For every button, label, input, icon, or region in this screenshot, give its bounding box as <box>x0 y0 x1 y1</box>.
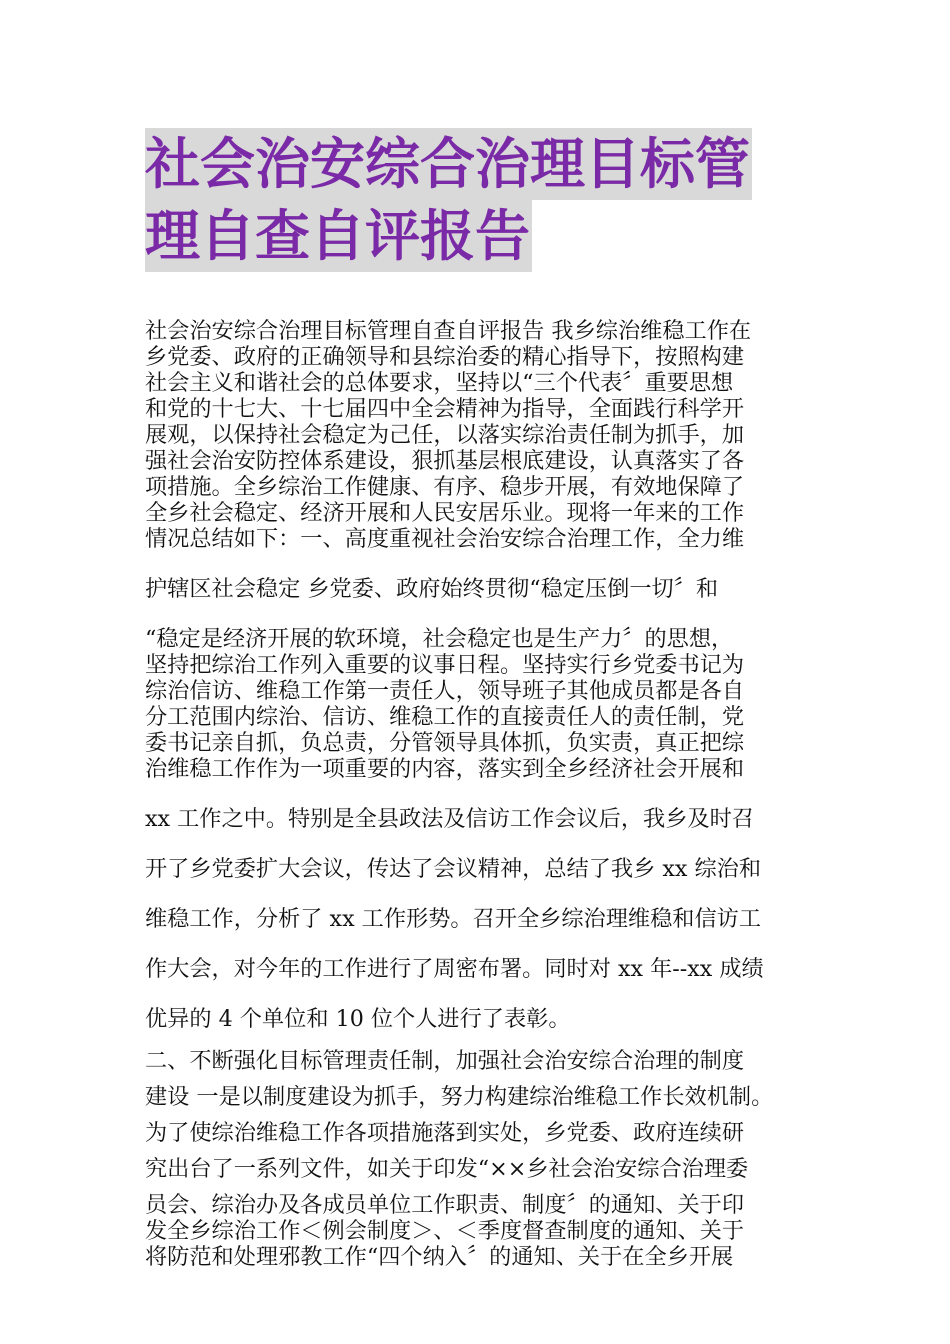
body-line: 委书记亲自抓，负总责，分管领导具体抓，负实责，真正把综 <box>145 730 745 756</box>
body-line: 优异的 4 个单位和 10 位个人进行了表彰。 <box>145 1006 571 1032</box>
body-line: 二、不断强化目标管理责任制，加强社会治安综合治理的制度 <box>145 1048 745 1074</box>
body-line: 维稳工作，分析了 xx 工作形势。召开全乡综治理维稳和信访工 <box>145 906 762 932</box>
body-line: 强社会治安防控体系建设，狠抓基层根底建设，认真落实了各 <box>145 448 745 474</box>
body-line: 全乡社会稳定、经济开展和人民安居乐业。现将一年来的工作 <box>145 500 745 526</box>
body-line: 发全乡综治工作＜例会制度＞、＜季度督查制度的通知、关于 <box>145 1218 745 1244</box>
document-title <box>145 128 825 272</box>
body-line: 项措施。全乡综治工作健康、有序、稳步开展，有效地保障了 <box>145 474 745 500</box>
body-line: 社会治安综合治理目标管理自查自评报告 我乡综治维稳工作在 <box>145 318 752 344</box>
body-line: 情况总结如下：一、高度重视社会治安综合治理工作，全力维 <box>145 526 745 552</box>
body-line: 将防范和处理邪教工作“四个纳入〞的通知、关于在全乡开展 <box>145 1244 734 1270</box>
body-line: 和党的十七大、十七届四中全会精神为指导，全面践行科学开 <box>145 396 745 422</box>
body-line: 综治信访、维稳工作第一责任人，领导班子其他成员都是各自 <box>145 678 745 704</box>
body-line: 为了使综治维稳工作各项措施落到实处，乡党委、政府连续研 <box>145 1120 745 1146</box>
title-line-1: 社会治安综合治理目标管 <box>145 128 752 200</box>
body-line: 坚持把综治工作列入重要的议事日程。坚持实行乡党委书记为 <box>145 652 745 678</box>
body-line: 员会、综治办及各成员单位工作职责、制度〞的通知、关于印 <box>145 1192 745 1218</box>
body-line: 开了乡党委扩大会议，传达了会议精神，总结了我乡 xx 综治和 <box>145 856 762 882</box>
body-line: 究出台了一系列文件，如关于印发“××乡社会治安综合治理委 <box>145 1156 749 1182</box>
body-line: 展观，以保持社会稳定为己任，以落实综治责任制为抓手，加 <box>145 422 745 448</box>
body-line: xx 工作之中。特别是全县政法及信访工作会议后，我乡及时召 <box>145 806 754 832</box>
body-line: 建设 一是以制度建设为抓手，努力构建综治维稳工作长效机制。 <box>145 1084 774 1110</box>
body-line: 社会主义和谐社会的总体要求，坚持以“三个代表〞重要思想 <box>145 370 734 396</box>
title-line-2: 理自查自评报告 <box>145 200 532 272</box>
body-line: 分工范围内综治、信访、维稳工作的直接责任人的责任制，党 <box>145 704 745 730</box>
body-line: 护辖区社会稳定 乡党委、政府始终贯彻“稳定压倒一切〞和 <box>145 576 719 602</box>
body-line: 乡党委、政府的正确领导和县综治委的精心指导下，按照构建 <box>145 344 745 370</box>
body-line: 作大会，对今年的工作进行了周密布署。同时对 xx 年--xx 成绩 <box>145 956 764 982</box>
document-body <box>145 318 815 1270</box>
body-line: “稳定是经济开展的软环境，社会稳定也是生产力〞的思想， <box>145 626 734 652</box>
body-line: 治维稳工作作为一项重要的内容，落实到全乡经济社会开展和 <box>145 756 745 782</box>
